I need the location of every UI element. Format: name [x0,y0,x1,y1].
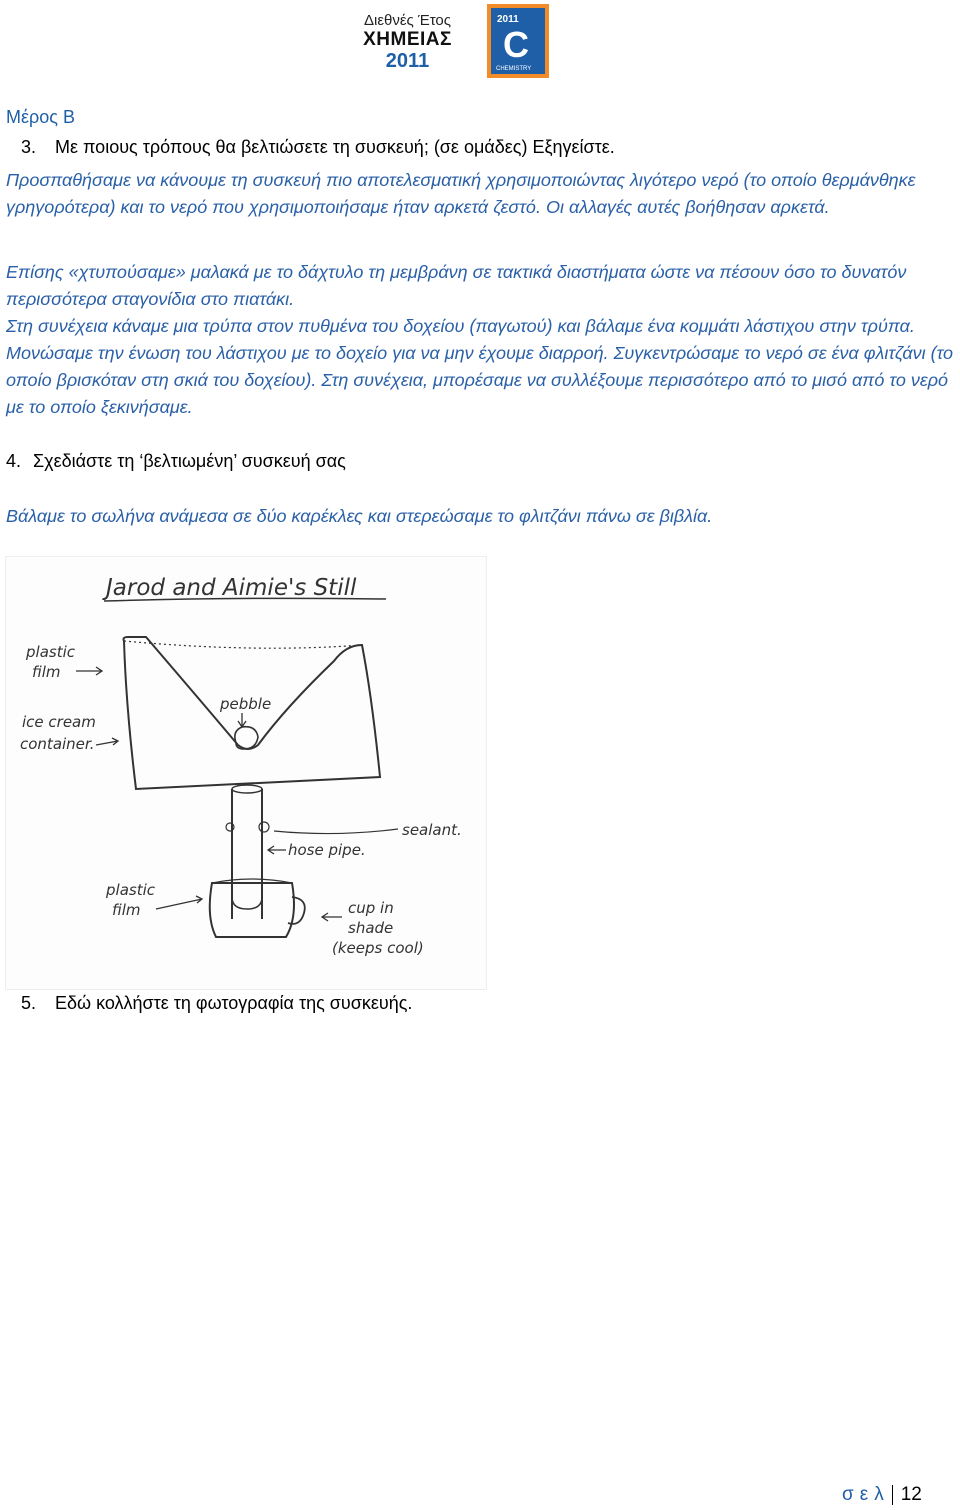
sketch-label-cup-3: (keeps cool) [332,939,424,957]
logo-badge-year: 2011 [497,14,519,25]
question-3-text: Με ποιους τρόπους θα βελτιώσετε τη συσκευή; (σε ομάδες) Εξηγείστε. [55,137,615,157]
sketch-label-hose: hose pipe. [288,841,366,859]
answer-3-paragraph-3: Στη συνέχεια κάναμε μια τρύπα στον πυθμένα του δοχείου (παγωτού) και βάλαμε ένα κομμάτι λάστιχου στην τρύπα. Μονώσαμε την ένωση του λάστιχου με το δοχείο για να μην έχουμε διαρροή. Συγκεντρώσαμε το νερό σε ένα φλιτζάνι (το οποίο βρισκόταν στη σκιά του δοχείου). Στη συνέχεια, μπορέσαμε να συλλέξουμε περισσότερο από το μισό από το νερό με το οποίο ξεκινήσαμε. [6,316,954,417]
question-4-number: 4. [6,451,22,471]
sketch-title: Jarod and Aimie's Still [106,575,357,601]
logo-badge-letter: C [503,24,529,65]
logo-badge-word: CHEMISTRY [496,66,532,72]
question-4-text: Σχεδιάστε τη ‘βελτιωμένη’ συσκευή σας [33,451,346,471]
answer-3-paragraph-1: Προσπαθήσαμε να κάνουμε τη συσκευή πιο αποτελεσματική χρησιμοποιώντας λιγότερο νερό (το οποίο θερμάνθηκε γρηγορότερα) και το νερό που χρησιμοποιήσαμε ήταν αρκετά ζεστό. Οι αλλαγές αυτές βοήθησαν αρκετά. [6,170,916,217]
sketch-label-container-2: container. [20,735,95,753]
sketch-label-plastic-film-top-1: plastic [26,643,75,661]
question-3-number: 3. [21,137,37,157]
footer-label: σελ [842,1484,890,1505]
footer-separator [892,1485,893,1505]
sketch-label-cup-2: shade [348,919,394,937]
sketch-label-plastic-film-bottom-1: plastic [106,881,155,899]
sketch-label-cup-1: cup in [348,899,394,917]
logo-line-year: 2011 [385,50,430,72]
page-number: 12 [900,1484,922,1505]
section-heading: Μέρος Β [6,107,75,127]
logo-line-year-label: Διεθνές Έτος [363,12,451,29]
question-5-text: Εδώ κολλήστε τη φωτογραφία της συσκευής. [55,993,413,1013]
answer-3-paragraph-2: Επίσης «χτυπούσαμε» μαλακά με το δάχτυλο τη μεμβράνη σε τακτικά διαστήματα ώστε να πέσουν όσο το δυνατόν περισσότερα σταγονίδια στο πιατάκι. [6,262,907,309]
sketch-label-plastic-film-bottom-2: film [112,901,141,919]
chemistry-2011-logo [483,2,553,80]
question-5-number: 5. [21,993,37,1013]
page-footer [842,1484,922,1506]
answer-4-text: Βάλαμε το σωλήνα ανάμεσα σε δύο καρέκλες και στερεώσαμε το φλιτζάνι πάνω σε βιβλία. [6,506,713,526]
still-sketch [5,556,487,990]
sketch-label-sealant: sealant. [402,821,462,839]
sketch-label-container-1: ice cream [22,713,96,731]
logo-text [340,12,475,72]
sketch-label-pebble: pebble [220,695,272,713]
logo-line-chemistry: ΧΗΜΕΙΑΣ [363,29,452,50]
sketch-label-plastic-film-top-2: film [32,663,61,681]
